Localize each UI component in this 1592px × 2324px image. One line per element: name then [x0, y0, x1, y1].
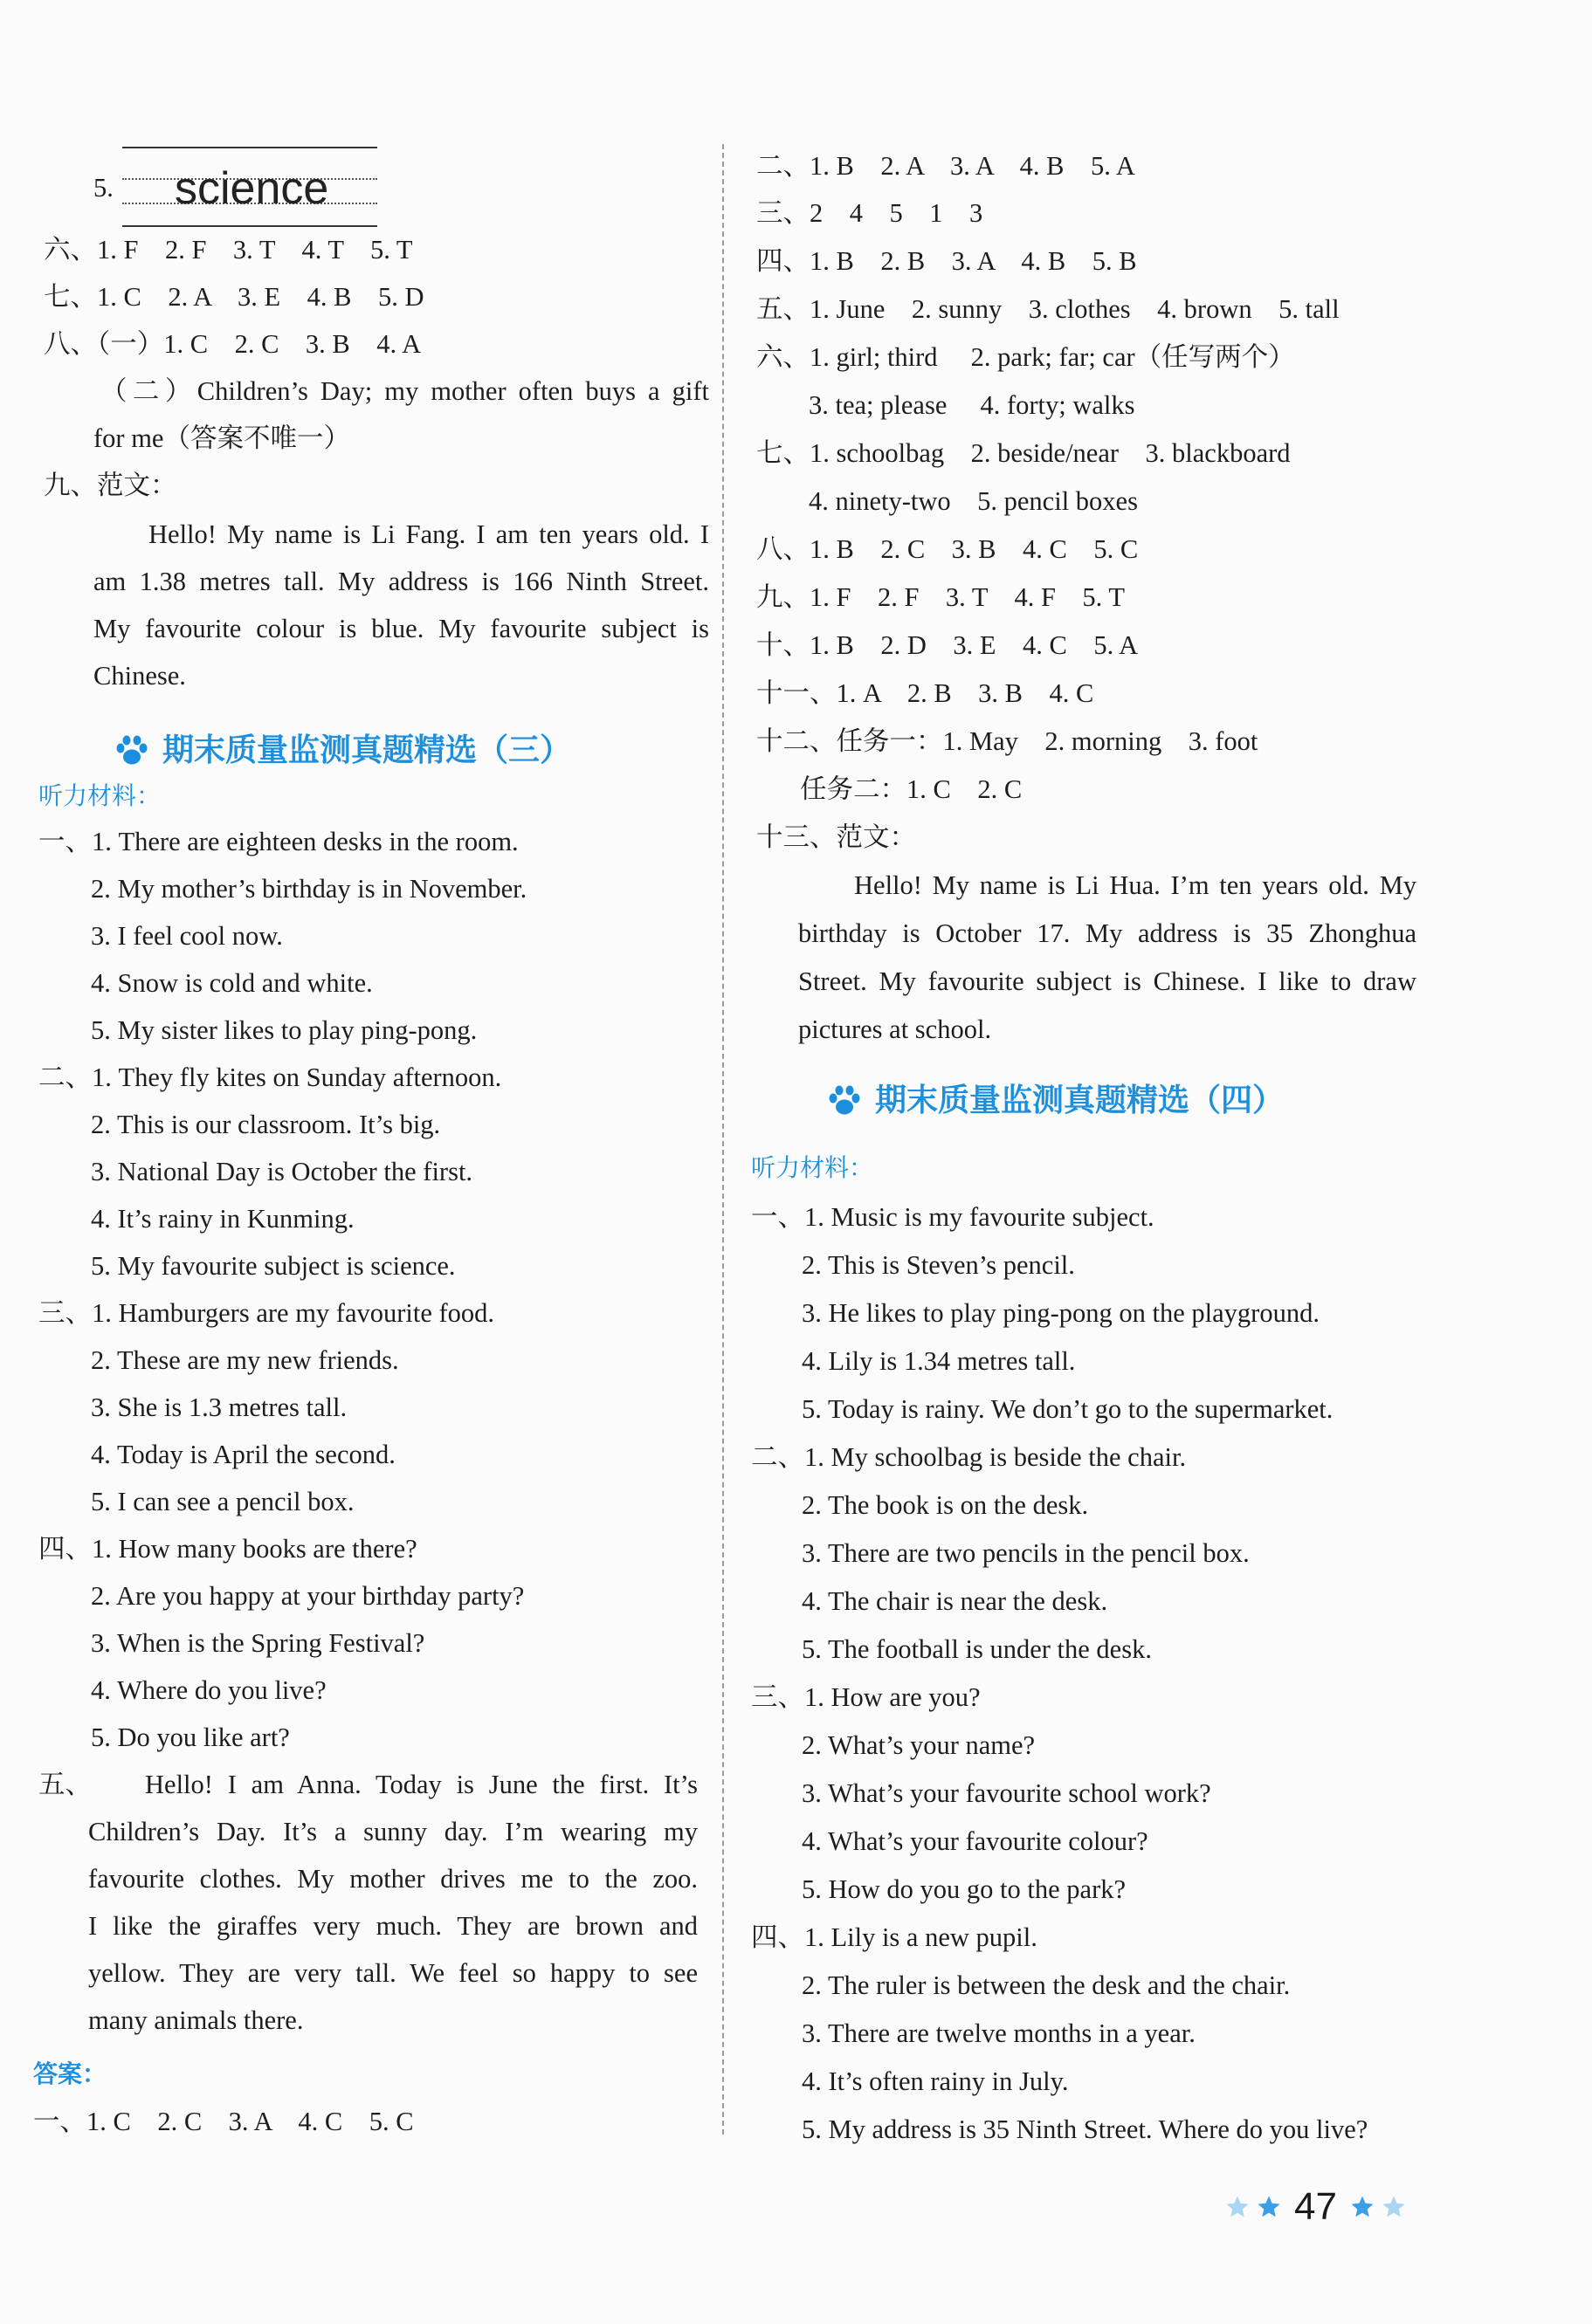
star-icon [1349, 2194, 1375, 2220]
listening-line: 一、1. There are eighteen desks in the room. [38, 827, 519, 856]
listening-line: 三、1. Hamburgers are my favourite food. [38, 1298, 495, 1328]
listening-line: 4. It’s rainy in Kunming. [91, 1204, 355, 1234]
listening-line: 3. There are twelve months in a year. [802, 2018, 1196, 2048]
listening-line: 5. My sister likes to play ping-pong. [91, 1015, 478, 1045]
listening-line: 四、1. Lily is a new pupil. [751, 1922, 1037, 1952]
answer-row-2: 二、1. B 2. A 3. A 4. B 5. A [756, 151, 1135, 181]
listening-line: 3. When is the Spring Festival? [91, 1628, 425, 1658]
listening-line: 3. National Day is October the first. [91, 1157, 473, 1186]
answer-row-12-cont: 任务二：1. C 2. C [800, 774, 1023, 804]
listening-line: 2. The ruler is between the desk and the chair. [802, 1970, 1291, 2000]
passage-label-5: 五、 [38, 1770, 92, 1799]
listening-label: 听力材料： [751, 1153, 874, 1182]
paw-icon [114, 733, 150, 768]
handwriting-lines [122, 145, 377, 227]
listening-line: 4. It’s often rainy in July. [802, 2066, 1069, 2096]
answer-row-11: 十一、1. A 2. B 3. B 4. C [756, 678, 1094, 708]
answer-row-7: 七、1. schoolbag 2. beside/near 3. blackboard [756, 438, 1291, 468]
page-number-text: 47 [1294, 2185, 1337, 2228]
answer-row-1: 一、1. C 2. C 3. A 4. C 5. C [33, 2107, 414, 2136]
page-number [1224, 2181, 1416, 2233]
listening-line: 四、1. How many books are there? [38, 1534, 417, 1564]
answer-row-10: 十、1. B 2. D 3. E 4. C 5. A [756, 630, 1139, 660]
listening-line: 4. What’s your favourite colour? [802, 1826, 1148, 1856]
listening-line: 2. This is Steven’s pencil. [802, 1250, 1075, 1280]
listening-line: 2. This is our classroom. It’s big. [91, 1110, 441, 1139]
listening-line: 3. He likes to play ping-pong on the playground. [802, 1298, 1320, 1328]
answer-row-8-part2: （二）Children’s Day; my mother often buys a gift [100, 376, 709, 406]
listening-label: 听力材料： [38, 781, 162, 810]
answer-row-4: 四、1. B 2. B 3. A 4. B 5. B [756, 246, 1137, 276]
q5-answer-word: science [175, 163, 329, 214]
line-bottom [122, 225, 377, 227]
essay-line: am 1.38 metres tall. My address is 166 Ninth Street. [93, 567, 709, 596]
listening-line: 2. Are you happy at your birthday party? [91, 1581, 525, 1611]
listening-line: 一、1. Music is my favourite subject. [751, 1202, 1154, 1232]
answer-row-5: 五、1. June 2. sunny 3. clothes 4. brown 5. tall [756, 294, 1340, 324]
listening-line: 3. I feel cool now. [91, 921, 283, 951]
listening-line: 4. The chair is near the desk. [802, 1586, 1108, 1616]
essay-line: Hello! My name is Li Hua. I’m ten years old. My [854, 870, 1416, 900]
passage-line: Hello! I am Anna. Today is June the first. It’s [145, 1770, 698, 1799]
paw-icon [826, 1083, 863, 1118]
section-title-4 [826, 1080, 1284, 1122]
listening-line: 3. There are two pencils in the pencil box. [802, 1538, 1250, 1568]
listening-line: 2. These are my new friends. [91, 1345, 399, 1375]
listening-line: 2. My mother’s birthday is in November. [91, 874, 527, 904]
listening-line: 3. She is 1.3 metres tall. [91, 1392, 348, 1422]
passage-line: many animals there. [88, 2005, 304, 2035]
listening-line: 4. Where do you live? [91, 1675, 327, 1705]
answer-row-7-cont: 4. ninety-two 5. pencil boxes [809, 486, 1138, 516]
star-icon [1381, 2194, 1407, 2220]
listening-line: 4. Today is April the second. [91, 1440, 396, 1469]
listening-line: 4. Lily is 1.34 metres tall. [802, 1346, 1076, 1376]
answer-row-6: 六、1. girl; third 2. park; far; car（任写两个） [756, 342, 1295, 372]
essay-label-9: 九、范文： [44, 471, 177, 500]
listening-line: 4. Snow is cold and white. [91, 968, 373, 998]
listening-line: 5. Today is rainy. We don’t go to the supermarket. [802, 1394, 1334, 1424]
listening-line: 5. My favourite subject is science. [91, 1251, 456, 1281]
listening-line: 5. How do you go to the park? [802, 1874, 1127, 1904]
listening-line: 2. What’s your name? [802, 1730, 1036, 1760]
essay-label-13: 十三、范文： [756, 822, 916, 852]
listening-line: 3. What’s your favourite school work? [802, 1778, 1211, 1808]
essay-line: Chinese. [93, 661, 186, 691]
listening-line: 5. Do you like art? [91, 1722, 290, 1752]
listening-line: 二、1. My schoolbag is beside the chair. [751, 1442, 1187, 1472]
passage-line: favourite clothes. My mother drives me to the zoo. [88, 1864, 698, 1894]
listening-line: 5. My address is 35 Ninth Street. Where do you live? [802, 2114, 1368, 2144]
star-icon [1224, 2194, 1251, 2220]
answer-row-12: 十二、任务一：1. May 2. morning 3. foot [756, 726, 1258, 756]
answer-row-8: 八、1. B 2. C 3. B 4. C 5. C [756, 534, 1139, 564]
passage-line: yellow. They are very tall. We feel so happy to see [88, 1958, 698, 1988]
answer-row-7: 七、1. C 2. A 3. E 4. B 5. D [44, 282, 424, 312]
answer-row-6-cont: 3. tea; please 4. forty; walks [809, 390, 1135, 420]
column-divider [722, 144, 724, 2135]
answer-row-6: 六、1. F 2. F 3. T 4. T 5. T [44, 235, 413, 265]
answer-row-8-part2-cont: for me（答案不唯一） [93, 423, 350, 453]
essay-line: birthday is October 17. My address is 35 Zhonghua [798, 918, 1416, 948]
essay-line: My favourite colour is blue. My favourite subject is [93, 614, 709, 643]
section-title-text: 期末质量监测真题精选（四） [875, 1083, 1285, 1118]
answer-row-8-part1: 八、（一）1. C 2. C 3. B 4. A [44, 329, 422, 359]
essay-line: pictures at school. [798, 1014, 992, 1044]
listening-line: 5. The football is under the desk. [802, 1634, 1152, 1664]
listening-line: 三、1. How are you? [751, 1682, 981, 1712]
passage-line: I like the giraffes very much. They are brown and [88, 1911, 698, 1941]
star-icon [1256, 2194, 1282, 2220]
listening-line: 二、1. They fly kites on Sunday afternoon. [38, 1062, 502, 1092]
passage-line: Children’s Day. It’s a sunny day. I’m wearing my [88, 1817, 698, 1846]
answers-label: 答案： [33, 2059, 107, 2088]
essay-line: Street. My favourite subject is Chinese. I like to draw [798, 966, 1416, 996]
answer-row-9: 九、1. F 2. F 3. T 4. F 5. T [756, 582, 1125, 612]
answer-row-3: 三、2 4 5 1 3 [756, 198, 983, 228]
section-title-text: 期末质量监测真题精选（三） [162, 732, 572, 768]
q5-number: 5. [93, 173, 114, 203]
section-title-3 [114, 730, 571, 772]
listening-line: 5. I can see a pencil box. [91, 1487, 355, 1516]
essay-line: Hello! My name is Li Fang. I am ten years old. I [148, 519, 709, 549]
listening-line: 2. The book is on the desk. [802, 1490, 1089, 1520]
line-top [122, 147, 377, 148]
